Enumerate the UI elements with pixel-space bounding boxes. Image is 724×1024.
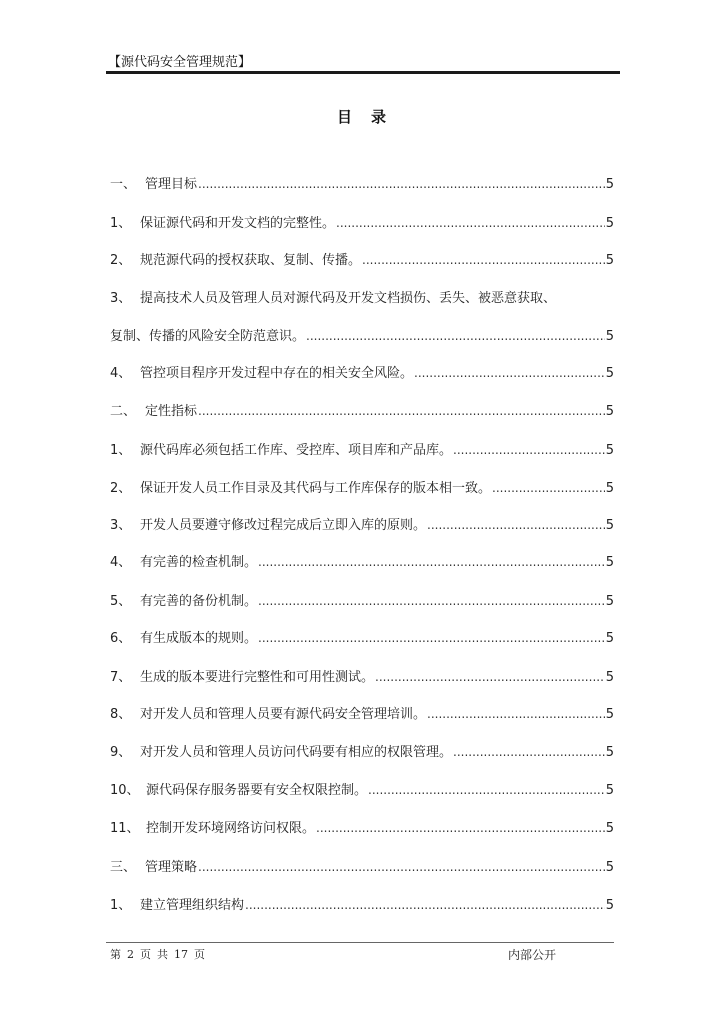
toc-entry-page: 5	[605, 329, 614, 344]
toc-leader-dots	[245, 895, 605, 915]
toc-entry-number: 2、	[110, 481, 132, 496]
toc-entry-number: 三、	[110, 860, 137, 875]
toc-entry[interactable]	[110, 174, 614, 194]
toc-entry[interactable]	[110, 628, 614, 648]
toc-entry-page: 5	[605, 783, 614, 798]
toc-leader-dots	[375, 667, 605, 687]
toc-entry[interactable]	[110, 213, 614, 233]
toc-entry-number: 4、	[110, 366, 132, 381]
toc-leader-dots	[427, 704, 605, 724]
toc-leader-dots	[198, 174, 605, 194]
toc-entry-text: 保证源代码和开发文档的完整性。	[140, 216, 336, 231]
toc-leader-dots	[258, 628, 605, 648]
toc-leader-dots	[362, 250, 605, 270]
toc-entry[interactable]	[110, 552, 614, 572]
toc-entry[interactable]	[110, 363, 614, 383]
toc-entry-number: 5、	[110, 594, 132, 609]
toc-entry[interactable]	[110, 440, 614, 460]
toc-entry-number: 1、	[110, 898, 132, 913]
toc-entry-text: 管控项目程序开发过程中存在的相关安全风险。	[140, 366, 414, 381]
toc-entry-number: 9、	[110, 745, 132, 760]
toc-entry-page: 5	[605, 821, 614, 836]
toc-entry[interactable]	[110, 704, 614, 724]
toc-entry-text: 保证开发人员工作目录及其代码与工作库保存的版本相一致。	[140, 481, 492, 496]
toc-entry[interactable]	[110, 401, 614, 421]
toc-entry-page: 5	[605, 898, 614, 913]
toc-entry[interactable]	[110, 250, 614, 270]
toc-entry-text: 建立管理组织结构	[140, 898, 245, 913]
toc-entry-number: 1、	[110, 216, 132, 231]
toc-entry-text: 有完善的检查机制。	[140, 555, 258, 570]
toc-entry-page: 5	[605, 745, 614, 760]
toc-entry-page: 5	[605, 481, 614, 496]
toc-entry[interactable]	[110, 895, 614, 915]
toc-entry-page: 5	[605, 555, 614, 570]
toc-leader-dots	[453, 742, 605, 762]
toc-entry-page: 5	[605, 216, 614, 231]
toc-entry-number: 一、	[110, 177, 137, 192]
toc-entry-page: 5	[605, 253, 614, 268]
toc-leader-dots	[198, 401, 605, 421]
toc-entry-number: 4、	[110, 555, 132, 570]
footer-total-pages: 17	[174, 948, 188, 961]
toc-entry[interactable]	[110, 818, 614, 838]
toc-leader-dots	[258, 552, 605, 572]
document-header-title: 【源代码安全管理规范】	[108, 55, 252, 70]
toc-entry-text: 复制、传播的风险安全防范意识。	[110, 329, 306, 344]
toc-entry-number: 7、	[110, 670, 132, 685]
toc-entry-page: 5	[605, 594, 614, 609]
header-rule	[106, 71, 620, 74]
toc-leader-dots	[368, 780, 605, 800]
toc-entry-number: 3、	[110, 518, 132, 533]
toc-leader-dots	[336, 213, 605, 233]
toc-entry-text: 控制开发环境网络访问权限。	[146, 821, 316, 836]
toc-entry-text: 生成的版本要进行完整性和可用性测试。	[140, 670, 375, 685]
footer-page-number: 2	[127, 948, 134, 961]
toc-entry-text: 开发人员要遵守修改过程完成后立即入库的原则。	[140, 518, 427, 533]
toc-entry-page: 5	[605, 177, 614, 192]
toc-entry[interactable]	[110, 591, 614, 611]
toc-entry-text: 定性指标	[145, 404, 198, 419]
toc-entry-text: 源代码保存服务器要有安全权限控制。	[146, 783, 368, 798]
toc-entry-text: 源代码库必须包括工作库、受控库、项目库和产品库。	[140, 443, 453, 458]
toc-entry-number: 2、	[110, 253, 132, 268]
toc-entry-number: 二、	[110, 404, 137, 419]
toc-entry-text: 管理目标	[145, 177, 198, 192]
toc-leader-dots	[414, 363, 605, 383]
toc-entry-page: 5	[605, 631, 614, 646]
toc-entry-text: 规范源代码的授权获取、复制、传播。	[140, 253, 362, 268]
footer-gong: 共	[157, 948, 168, 961]
toc-entry-number: 6、	[110, 631, 132, 646]
toc-leader-dots	[306, 326, 605, 346]
toc-entry[interactable]	[110, 326, 614, 346]
footer-classification: 内部公开	[508, 948, 557, 962]
toc-leader-dots	[492, 478, 605, 498]
toc-title	[0, 106, 724, 127]
toc-entry-page: 5	[605, 860, 614, 875]
toc-entry-number: 10、	[110, 783, 140, 798]
toc-entry[interactable]	[110, 742, 614, 762]
toc-entry-text: 对开发人员和管理人员要有源代码安全管理培训。	[140, 707, 427, 722]
toc-entry-page: 5	[605, 366, 614, 381]
toc-leader-dots	[427, 515, 605, 535]
toc-entry-number: 8、	[110, 707, 132, 722]
toc-entry-wrapped-first-line[interactable]	[110, 289, 556, 309]
toc-entry-text: 提高技术人员及管理人员对源代码及开发文档损伤、丢失、被恶意获取、	[140, 291, 557, 306]
toc-entry-number: 3、	[110, 291, 132, 306]
toc-leader-dots	[258, 591, 605, 611]
toc-leader-dots	[453, 440, 605, 460]
toc-entry[interactable]	[110, 780, 614, 800]
footer-rule	[106, 942, 614, 943]
toc-entry-page: 5	[605, 404, 614, 419]
toc-title-left: 目	[336, 108, 353, 126]
toc-entry-page: 5	[605, 707, 614, 722]
toc-entry-text: 管理策略	[145, 860, 198, 875]
toc-entry-number: 1、	[110, 443, 132, 458]
toc-entry[interactable]	[110, 667, 614, 687]
toc-entry-page: 5	[605, 443, 614, 458]
toc-entry-number: 11、	[110, 821, 140, 836]
toc-entry-page: 5	[605, 670, 614, 685]
toc-entry[interactable]	[110, 515, 614, 535]
toc-entry-text: 有完善的备份机制。	[140, 594, 258, 609]
toc-leader-dots	[198, 857, 605, 877]
toc-leader-dots	[316, 818, 605, 838]
toc-entry-page: 5	[605, 518, 614, 533]
toc-entry-text: 有生成版本的规则。	[140, 631, 258, 646]
footer-ye2: 页	[194, 948, 205, 961]
toc-entry[interactable]	[110, 478, 614, 498]
toc-entry-text: 对开发人员和管理人员访问代码要有相应的权限管理。	[140, 745, 453, 760]
toc-entry[interactable]	[110, 857, 614, 877]
footer-ye: 页	[140, 948, 151, 961]
footer-page-count	[110, 946, 211, 962]
toc-title-right: 录	[371, 108, 388, 126]
footer-di: 第	[110, 948, 121, 961]
